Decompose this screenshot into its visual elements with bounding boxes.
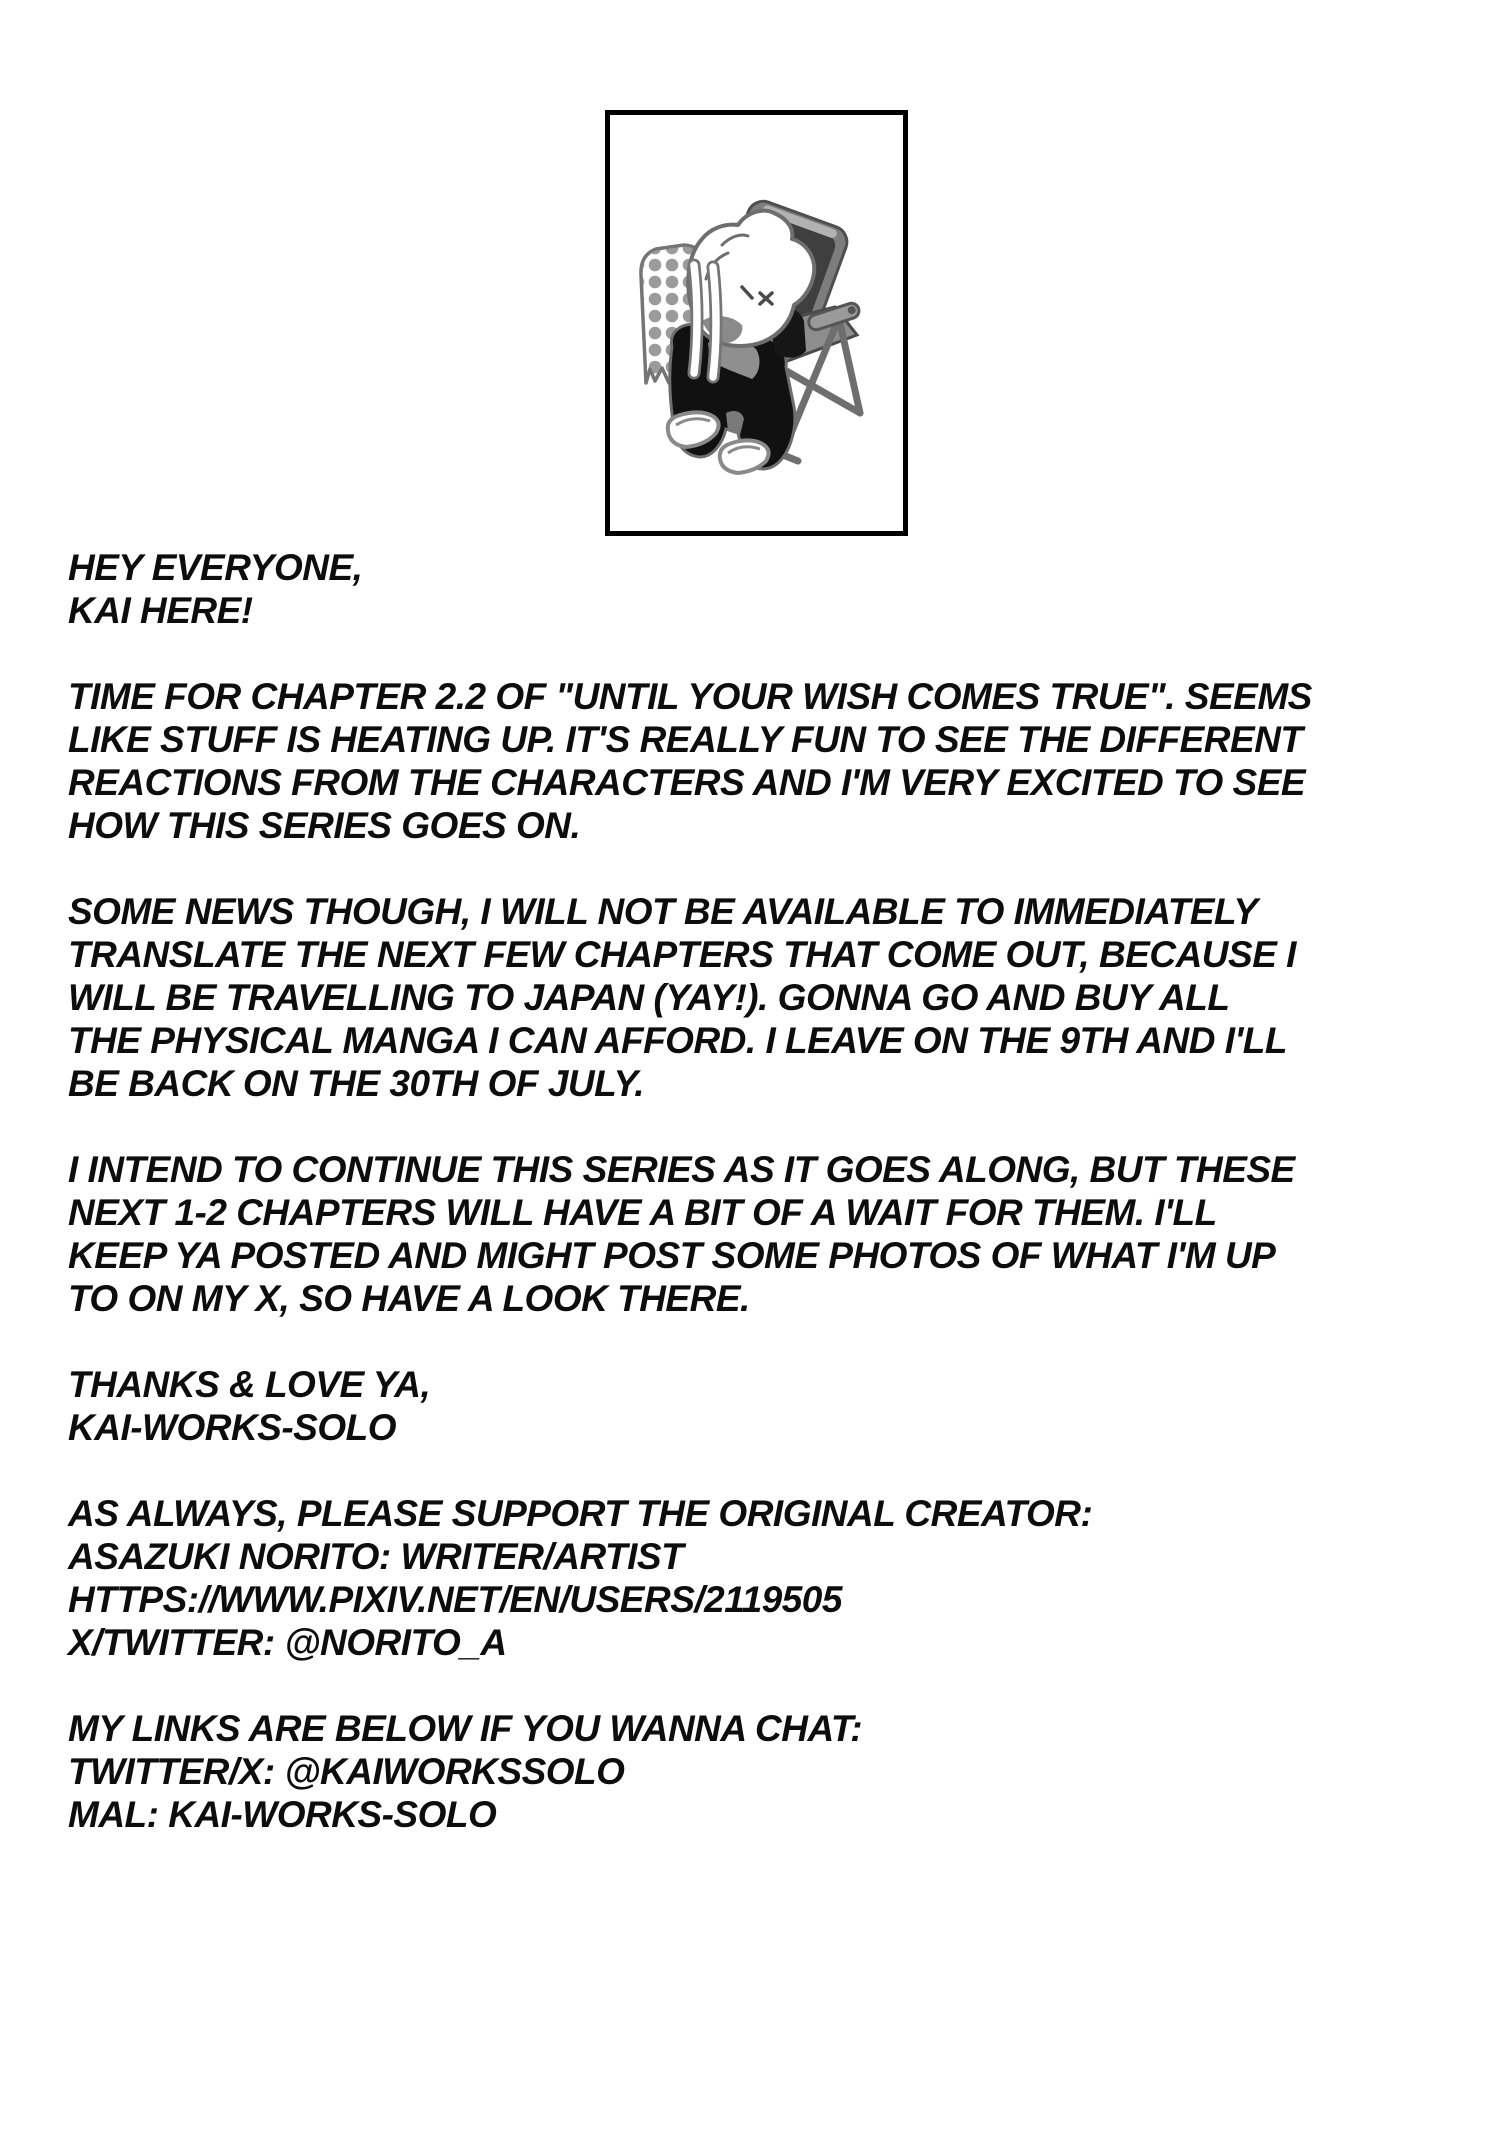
text-line: AS ALWAYS, PLEASE SUPPORT THE ORIGINAL CREATOR: (68, 1493, 1093, 1534)
text-line: THE PHYSICAL MANGA I CAN AFFORD. I LEAVE ON THE 9TH AND I'LL (68, 1020, 1288, 1061)
text-line: THANKS & LOVE YA, (68, 1364, 431, 1405)
text-line: KAI-WORKS-SOLO (68, 1407, 397, 1448)
note-text (68, 546, 1473, 1879)
text-line: SOME NEWS THOUGH, I WILL NOT BE AVAILABLE TO IMMEDIATELY (68, 891, 1258, 932)
paragraph-translator-links (68, 1707, 1473, 1836)
text-line: KEEP YA POSTED AND MIGHT POST SOME PHOTOS OF WHAT I'M UP (68, 1235, 1276, 1276)
text-line: WILL BE TRAVELLING TO JAPAN (YAY!). GONNA GO AND BUY ALL (68, 977, 1230, 1018)
text-line: HOW THIS SERIES GOES ON. (68, 805, 581, 846)
text-line: REACTIONS FROM THE CHARACTERS AND I'M VERY EXCITED TO SEE (68, 762, 1306, 803)
chibi-character (641, 211, 814, 473)
text-line: KAI HERE! (68, 590, 253, 631)
creator-url: HTTPS://WWW.PIXIV.NET/EN/USERS/2119505 (68, 1579, 842, 1620)
paragraph-greeting (68, 546, 1473, 632)
text-line: NEXT 1-2 CHAPTERS WILL HAVE A BIT OF A WAIT FOR THEM. I'LL (68, 1192, 1217, 1233)
text-line: ASAZUKI NORITO: WRITER/ARTIST (68, 1536, 684, 1577)
paragraph-chapter-intro (68, 675, 1473, 847)
paragraph-future-plans (68, 1148, 1473, 1320)
text-line: TO ON MY X, SO HAVE A LOOK THERE. (68, 1278, 750, 1319)
text-line: I INTEND TO CONTINUE THIS SERIES AS IT GOES ALONG, BUT THESE (68, 1149, 1295, 1190)
paragraph-creator-credits (68, 1492, 1473, 1664)
text-line: BE BACK ON THE 30TH OF JULY. (68, 1063, 645, 1104)
translator-mal-handle: MAL: KAI-WORKS-SOLO (68, 1794, 497, 1835)
translator-twitter-handle: TWITTER/X: @KAIWORKSSOLO (68, 1751, 625, 1792)
text-line: TIME FOR CHAPTER 2.2 OF "UNTIL YOUR WISH COMES TRUE". SEEMS (68, 676, 1312, 717)
illustration-frame (605, 110, 908, 536)
dejected-chibi-illustration (610, 115, 903, 531)
text-line: LIKE STUFF IS HEATING UP. IT'S REALLY FUN TO SEE THE DIFFERENT (68, 719, 1303, 760)
text-line: TRANSLATE THE NEXT FEW CHAPTERS THAT COME OUT, BECAUSE I (68, 934, 1296, 975)
text-line: MY LINKS ARE BELOW IF YOU WANNA CHAT: (68, 1708, 863, 1749)
paragraph-news (68, 890, 1473, 1105)
creator-twitter-handle: X/TWITTER: @NORITO_A (68, 1622, 507, 1663)
text-line: HEY EVERYONE, (68, 547, 363, 588)
paragraph-signoff (68, 1363, 1473, 1449)
